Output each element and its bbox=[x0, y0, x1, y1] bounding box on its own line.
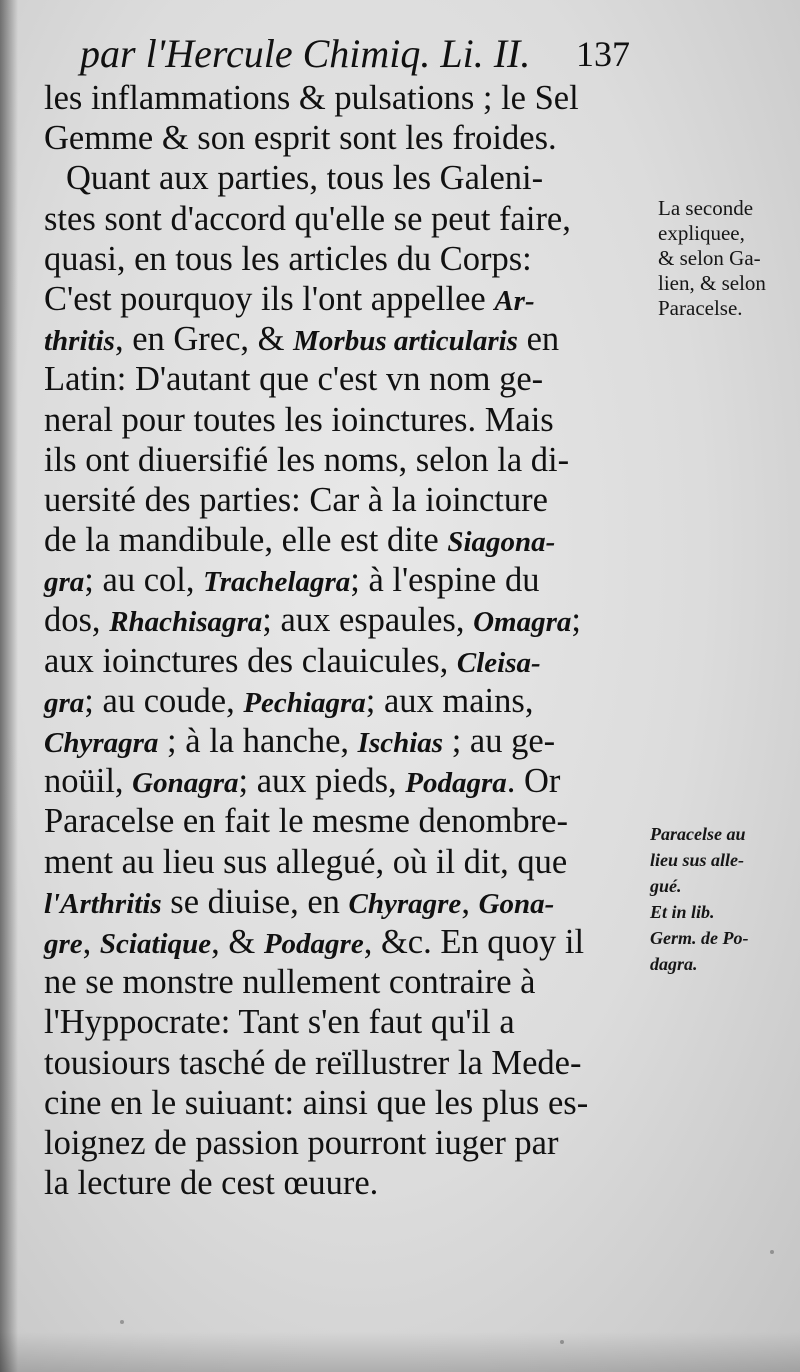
text-line bbox=[44, 962, 644, 1002]
margin-note-line: & selon Ga- bbox=[658, 246, 761, 270]
text-line bbox=[44, 761, 644, 801]
text-segment: ne se monstre nullement contraire à bbox=[44, 963, 536, 1002]
italic-term: Ar- bbox=[494, 284, 535, 317]
text-segment: ment au lieu sus allegué, où il dit, que bbox=[44, 842, 568, 881]
text-line bbox=[44, 239, 644, 279]
text-line bbox=[44, 801, 644, 841]
text-segment: Latin: D'autant que c'est vn nom ge- bbox=[44, 360, 544, 399]
text-segment: ; à l'espine du bbox=[350, 561, 540, 600]
text-segment: ; au ge- bbox=[443, 722, 556, 760]
text-segment: stes sont d'accord qu'elle se peut faire, bbox=[44, 199, 571, 238]
text-segment: ; à la hanche, bbox=[158, 722, 358, 760]
margin-note-line: Paracelse au bbox=[650, 824, 746, 844]
margin-note-line: lieu sus alle- bbox=[650, 850, 745, 870]
text-line bbox=[44, 721, 644, 761]
text-segment: l'Hyppocrate: Tant s'en faut qu'il a bbox=[44, 1003, 515, 1042]
text-segment: ; au col, bbox=[84, 561, 204, 600]
margin-note-line: Paracelse. bbox=[658, 296, 743, 320]
ink-speck bbox=[120, 1320, 124, 1324]
text-segment: , bbox=[461, 882, 479, 921]
text-segment: les inflammations & pulsations ; le Sel bbox=[44, 79, 579, 117]
text-segment: , en Grec, & bbox=[114, 320, 294, 359]
italic-term: Chyragra bbox=[44, 727, 159, 759]
text-line bbox=[44, 1002, 644, 1042]
text-segment: ; aux espaules, bbox=[262, 601, 474, 640]
text-line bbox=[44, 1123, 644, 1163]
italic-term: Chyragre bbox=[348, 887, 462, 920]
text-segment: Quant aux parties, tous les Galeni- bbox=[66, 159, 544, 198]
text-line bbox=[44, 199, 644, 239]
italic-term: Rhachisagra bbox=[109, 606, 263, 639]
text-segment: tousiours tasché de reïllustrer la Mede- bbox=[44, 1043, 582, 1082]
text-segment: , &c. En quoy il bbox=[363, 922, 585, 961]
margin-note-line: Germ. de Po- bbox=[650, 928, 749, 948]
text-line bbox=[44, 158, 644, 198]
italic-term: gra bbox=[44, 686, 85, 719]
text-segment: la lecture de cest œuure. bbox=[44, 1164, 379, 1203]
italic-term: l'Arthritis bbox=[44, 887, 162, 920]
italic-term: Omagra bbox=[473, 606, 572, 639]
text-line bbox=[44, 1163, 644, 1203]
italic-term: Trachelagra bbox=[203, 566, 351, 599]
text-line bbox=[44, 922, 644, 962]
italic-term: thritis bbox=[44, 325, 115, 358]
text-line bbox=[44, 440, 644, 480]
italic-term: Morbus articularis bbox=[293, 325, 518, 358]
italic-term: Podagre bbox=[263, 927, 364, 960]
text-line bbox=[44, 319, 644, 359]
margin-note-line: lien, & selon bbox=[658, 271, 766, 295]
margin-note-line: gué. bbox=[650, 876, 682, 896]
text-segment: , & bbox=[211, 922, 264, 961]
italic-term: Sciatique bbox=[99, 927, 212, 960]
text-segment: neral pour toutes les ioinctures. Mais bbox=[44, 400, 554, 439]
italic-term: Podagra bbox=[405, 767, 507, 800]
margin-note-line: Et in lib. bbox=[650, 902, 715, 922]
italic-term: Gona- bbox=[478, 887, 555, 920]
text-segment: uersité des parties: Car à la ioincture bbox=[44, 480, 548, 519]
running-header bbox=[80, 24, 640, 84]
italic-term: Ischias bbox=[357, 727, 444, 759]
text-line bbox=[44, 78, 644, 118]
margin-note-2 bbox=[650, 821, 748, 977]
text-segment: C'est pourquoy ils l'ont appellee bbox=[44, 279, 495, 318]
margin-note-line: expliquee, bbox=[658, 221, 745, 245]
text-line bbox=[44, 600, 644, 640]
text-segment: ; aux mains, bbox=[365, 681, 534, 720]
text-line bbox=[44, 520, 644, 560]
italic-term: Siagona- bbox=[447, 526, 556, 559]
text-line bbox=[44, 118, 644, 158]
text-line bbox=[44, 560, 644, 600]
italic-term: gre bbox=[44, 927, 83, 960]
italic-term: gra bbox=[44, 566, 85, 599]
text-segment: ; bbox=[571, 601, 581, 640]
text-line bbox=[44, 882, 644, 922]
margin-note-line: dagra. bbox=[650, 954, 698, 974]
text-segment: de la mandibule, elle est dite bbox=[44, 521, 448, 560]
text-segment: aux ioinctures des clauicules, bbox=[44, 641, 457, 680]
text-line bbox=[44, 279, 644, 319]
text-segment: dos, bbox=[44, 601, 110, 640]
page-number: 137 bbox=[576, 34, 630, 74]
text-segment: . Or bbox=[506, 762, 561, 801]
text-line bbox=[44, 480, 644, 520]
text-line bbox=[44, 359, 644, 399]
text-line bbox=[44, 842, 644, 882]
italic-term: Gonagra bbox=[132, 767, 239, 800]
text-segment: Gemme & son esprit sont les froides. bbox=[44, 119, 557, 158]
italic-term: Pechiagra bbox=[243, 686, 366, 719]
running-title: par l'Hercule Chimiq. Li. II. bbox=[80, 31, 531, 76]
text-segment: loignez de passion pourront iuger par bbox=[44, 1123, 559, 1162]
text-segment: ; au coude, bbox=[84, 681, 244, 720]
text-line bbox=[44, 1043, 644, 1083]
text-segment: en bbox=[517, 320, 560, 359]
text-line bbox=[44, 681, 644, 721]
text-segment: noüil, bbox=[44, 762, 133, 801]
text-line bbox=[44, 1083, 644, 1123]
text-line bbox=[44, 400, 644, 440]
text-segment: Paracelse en fait le mesme denombre- bbox=[44, 802, 568, 841]
margin-note-line: La seconde bbox=[658, 196, 754, 220]
text-line bbox=[44, 641, 644, 681]
italic-term: Cleisa- bbox=[456, 646, 541, 679]
text-segment: , bbox=[82, 922, 100, 961]
text-segment: se diuise, en bbox=[161, 882, 349, 921]
ink-speck bbox=[560, 1340, 564, 1344]
main-text-block bbox=[44, 78, 644, 1203]
margin-note-1 bbox=[658, 196, 766, 321]
text-segment: ; aux pieds, bbox=[238, 762, 406, 801]
text-segment: quasi, en tous les articles du Corps: bbox=[44, 239, 532, 278]
text-segment: ils ont diuersifié les noms, selon la di- bbox=[44, 440, 570, 479]
ink-speck bbox=[770, 1250, 774, 1254]
text-segment: cine en le suiuant: ainsi que les plus es- bbox=[44, 1083, 589, 1122]
